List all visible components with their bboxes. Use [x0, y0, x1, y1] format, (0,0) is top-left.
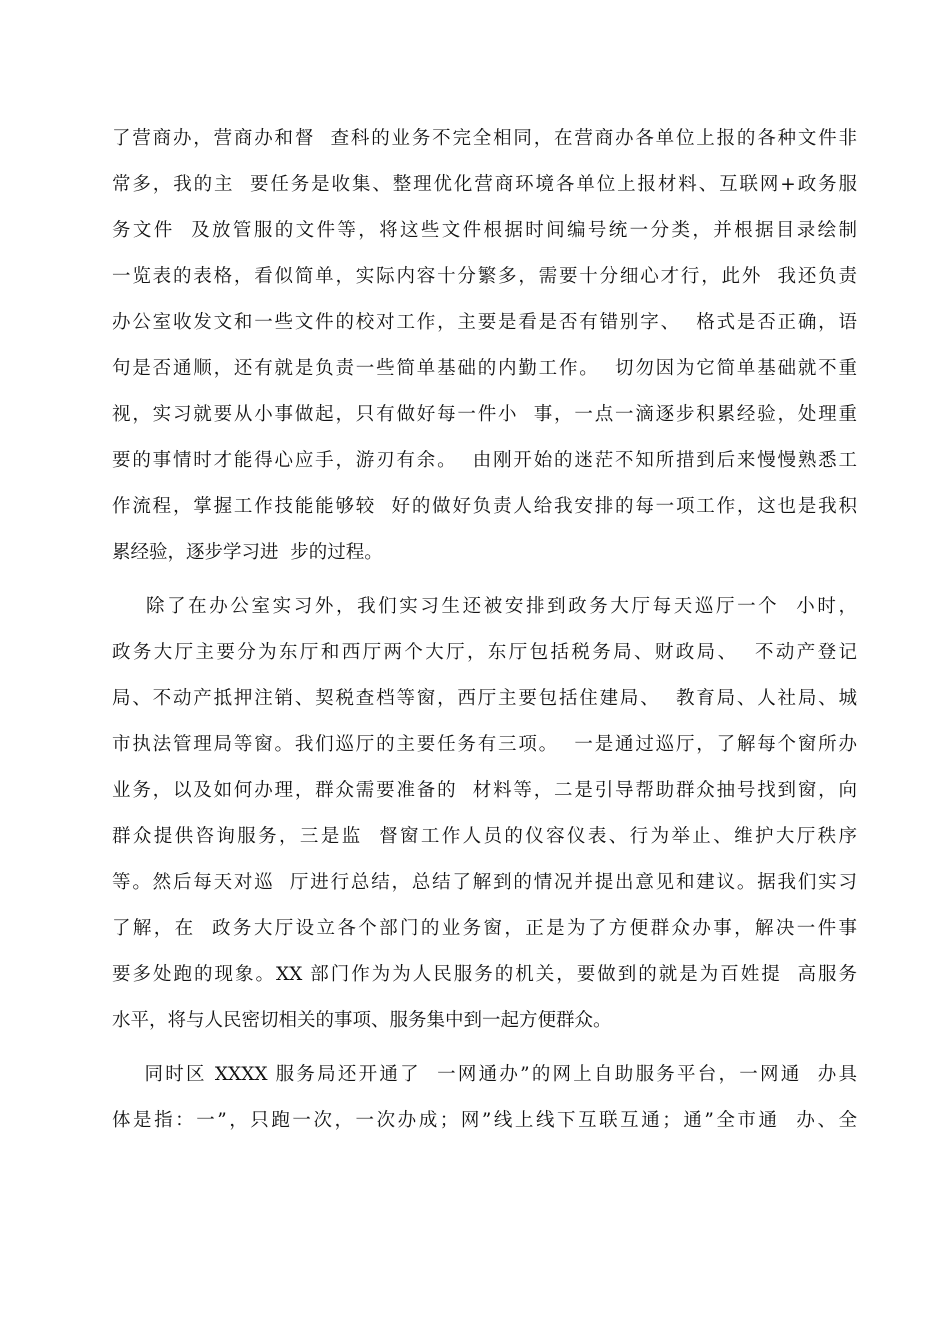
text-line: 累经验，逐步学习进 步的过程。 [112, 542, 383, 563]
text-line: 办公室收发文和一些文件的校对工作，主要是看是否有错别字、 格式是否正确，语 [112, 312, 857, 333]
text-line: 局、不动产抵押注销、契税查档等窗，西厅主要包括住建局、 教育局、人社局、城 [112, 688, 857, 709]
paragraph-3 [112, 1052, 857, 1144]
text-line: 作流程，掌握工作技能能够较 好的做好负责人给我安排的每一项工作，这也是我积 [112, 496, 857, 517]
text-line: 等。然后每天对巡 厅进行总结，总结了解到的情况并提出意见和建议。据我们实习 [112, 872, 857, 893]
text-line: 常多，我的主 要任务是收集、整理优化营商环境各单位上报材料、互联网+政务服 [112, 174, 857, 195]
text-line: 体是指：一”，只跑一次，一次办成；网”线上线下互联互通；通”全市通 办、全 [112, 1110, 857, 1131]
text-line: 业务，以及如何办理，群众需要准备的 材料等，二是引导帮助群众抽号找到窗，向 [112, 780, 857, 801]
text-line: 群众提供咨询服务，三是监 督窗工作人员的仪容仪表、行为举止、维护大厅秩序 [112, 826, 857, 847]
paragraph-gap [112, 576, 857, 584]
text-line: 务文件 及放管服的文件等，将这些文件根据时间编号统一分类，并根据目录绘制 [112, 220, 857, 241]
text-line: 政务大厅主要分为东厅和西厅两个大厅，东厅包括税务局、财政局、 不动产登记 [112, 642, 857, 663]
paragraph-2 [112, 584, 857, 1044]
text-line: 要的事情时才能得心应手，游刃有余。 由刚开始的迷茫不知所措到后来慢慢熟悉工 [112, 450, 857, 471]
paragraph-gap [112, 1044, 857, 1052]
text-line: 了营商办，营商办和督 查科的业务不完全相同，在营商办各单位上报的各种文件非 [112, 128, 857, 149]
text-line: 了解，在 政务大厅设立各个部门的业务窗，正是为了方便群众办事，解决一件事 [112, 918, 857, 939]
text-line: 一览表的表格，看似简单，实际内容十分繁多，需要十分细心才行，此外 我还负责 [112, 266, 857, 287]
text-line: 市执法管理局等窗。我们巡厅的主要任务有三项。 一是通过巡厅，了解每个窗所办 [112, 734, 857, 755]
text-line: 要多处跑的现象。XX 部门作为为人民服务的机关，要做到的就是为百姓提 高服务 [112, 964, 857, 985]
text-line: 同时区 XXXX 服务局还开通了 一网通办”的网上自助服务平台，一网通 办具 [112, 1064, 857, 1085]
text-line: 视，实习就要从小事做起，只有做好每一件小 事，一点一滴逐步积累经验，处理重 [112, 404, 857, 425]
text-line: 水平，将与人民密切相关的事项、服务集中到一起方便群众。 [112, 1010, 612, 1031]
text-line: 句是否通顺，还有就是负责一些简单基础的内勤工作。 切勿因为它简单基础就不重 [112, 358, 857, 379]
document-body [112, 116, 857, 1144]
paragraph-1 [112, 116, 857, 576]
text-line: 除了在办公室实习外，我们实习生还被安排到政务大厅每天巡厅一个 小时， [112, 596, 857, 617]
